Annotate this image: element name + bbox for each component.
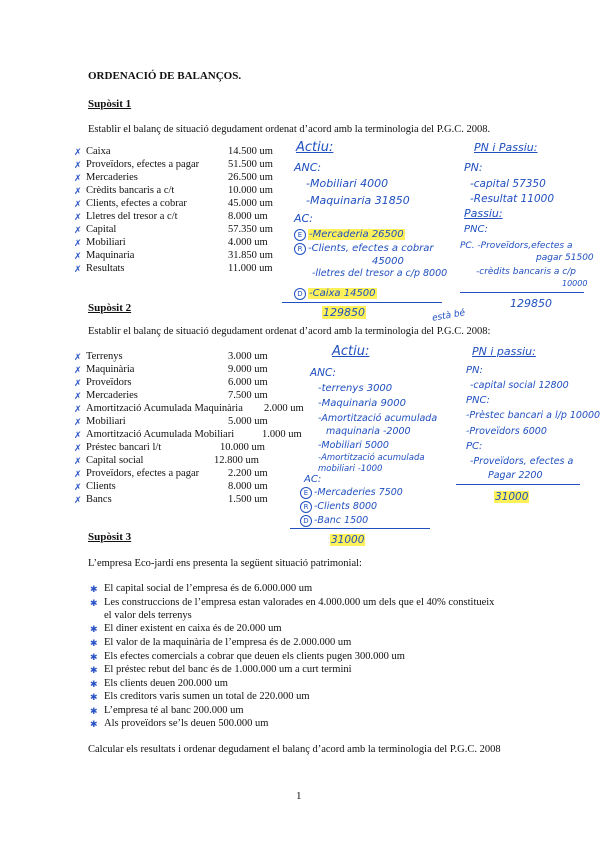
check-mark-icon: ✗ (74, 430, 82, 440)
item-label: Proveïdors, efectes a pagar (86, 159, 200, 170)
list-item (74, 237, 268, 249)
list-item (74, 377, 268, 389)
list-item (74, 403, 304, 415)
list-item (74, 416, 268, 428)
hw-mobiliari: -Mobiliari 4000 (306, 177, 389, 190)
hw-total-passiu (494, 491, 529, 503)
bullet-text: Els efectes comercials a cobrar que deuen els clients pugen 300.000 um (104, 651, 405, 662)
s2-instruction: Establir el balanç de situació degudament ordenat d’acord amb la terminologia del P.G.C. 2008: (88, 326, 491, 337)
item-amount: 31.850 um (228, 250, 273, 261)
item-amount: 3.000 um (228, 351, 268, 362)
list-item (90, 651, 405, 663)
hw-pn: PN: (464, 161, 483, 174)
list-item (74, 481, 268, 493)
hw-ac: AC: (294, 212, 313, 225)
list-item (90, 678, 228, 690)
hw-pn: PN: (466, 365, 483, 376)
item-amount: 14.500 um (228, 146, 273, 157)
s1-instruction: Establir el balanç de situació degudament ordenat d’acord amb la terminologia del P.G.C. 2008. (88, 124, 491, 135)
hw-clients (300, 501, 377, 513)
list-item (74, 250, 273, 262)
check-mark-icon: ✗ (74, 417, 82, 427)
check-mark-icon: ✗ (74, 186, 82, 196)
list-item (74, 211, 268, 223)
item-label: Crèdits bancaris a c/t (86, 185, 175, 196)
hw-caixa (294, 288, 377, 300)
hw-mercaderies-text: -Mercaderies 7500 (314, 487, 403, 498)
item-amount: 9.000 um (228, 364, 268, 375)
list-item (74, 455, 259, 467)
hw-mobiliari: -Mobiliari 5000 (318, 440, 389, 451)
check-mark-icon: ✗ (74, 212, 82, 222)
s1-heading: Supòsit 1 (88, 98, 132, 110)
hw-prestec: -Prèstec bancari a l/p 10000 (466, 410, 600, 421)
list-item (90, 583, 313, 595)
item-amount: 7.500 um (228, 390, 268, 401)
bullet-text: El capital social de l’empresa és de 6.000.000 um (104, 583, 313, 594)
hw-esta-be: està bé (431, 308, 467, 324)
list-item (90, 705, 244, 717)
hw-pc: PC. -Proveïdors,efectes a (460, 241, 573, 251)
bullet-icon: ✱ (90, 652, 98, 662)
item-amount: 8.000 um (228, 211, 268, 222)
item-label: Lletres del tresor a c/t (86, 211, 178, 222)
item-label: Maquinària (86, 364, 135, 375)
item-amount: 12.800 um (214, 455, 259, 466)
check-mark-icon: ✗ (74, 378, 82, 388)
list-item (74, 159, 273, 171)
hw-terrenys: -terrenys 3000 (318, 383, 393, 394)
hw-proveidors: -Proveïdors 6000 (466, 426, 547, 437)
hw-pc-value: Pagar 2200 (488, 470, 543, 481)
hw-e-circle: E (294, 229, 306, 241)
list-item (90, 718, 269, 730)
hw-lletres: -lletres del tresor a c/p 8000 (312, 268, 448, 279)
item-amount: 2.200 um (228, 468, 268, 479)
item-amount: 1.000 um (262, 429, 302, 440)
hw-total-line (282, 302, 442, 303)
item-amount: 6.000 um (228, 377, 268, 388)
hw-total-passiu-text: 31000 (495, 491, 529, 503)
check-mark-icon: ✗ (74, 173, 82, 183)
list-item (74, 263, 273, 275)
bullet-text: El valor de la maquinària de l’empresa és de 2.000.000 um (104, 637, 352, 648)
hw-clients-value: 45000 (372, 256, 404, 267)
item-label: Clients (86, 481, 116, 492)
item-label: Mercaderies (86, 172, 138, 183)
list-item (74, 429, 302, 441)
page-number: 1 (296, 790, 302, 802)
item-label: Capital social (86, 455, 144, 466)
hw-total-line (456, 484, 580, 485)
item-label: Maquinaria (86, 250, 135, 261)
check-mark-icon: ✗ (74, 225, 82, 235)
hw-total-actiu (322, 307, 366, 319)
hw-pnc: PNC: (466, 395, 490, 406)
item-amount: 8.000 um (228, 481, 268, 492)
item-label: Clients, efectes a cobrar (86, 198, 187, 209)
list-item (74, 364, 268, 376)
check-mark-icon: ✗ (74, 251, 82, 261)
item-amount: 1.500 um (228, 494, 268, 505)
item-amount: 10.000 um (220, 442, 265, 453)
hw-actiu-heading: Actiu: (332, 344, 370, 359)
item-amount: 11.000 um (228, 263, 273, 274)
list-item (74, 224, 273, 236)
check-mark-icon: ✗ (74, 365, 82, 375)
hw-mercaderies (300, 487, 403, 499)
bullet-text: el valor dels terrenys (104, 610, 192, 621)
check-mark-icon: ✗ (74, 264, 82, 274)
item-amount: 10.000 um (228, 185, 273, 196)
item-amount: 5.000 um (228, 416, 268, 427)
hw-r-circle: R (294, 243, 306, 255)
hw-amort-maq: -Amortització acumulada (318, 413, 438, 424)
hw-total-actiu (330, 534, 365, 546)
list-item (90, 664, 352, 676)
hw-passiu: Passiu: (464, 207, 503, 220)
hw-total-actiu-text: 31000 (331, 534, 365, 546)
check-mark-icon: ✗ (74, 238, 82, 248)
hw-total-line (460, 292, 584, 293)
hw-caixa-text: -Caixa 14500 (309, 288, 376, 299)
list-item-continuation (104, 610, 192, 622)
list-item (74, 351, 268, 363)
item-amount: 2.000 um (264, 403, 304, 414)
check-mark-icon: ✗ (74, 404, 82, 414)
hw-clients-text: -Clients 8000 (314, 501, 378, 512)
bullet-icon: ✱ (90, 719, 98, 729)
list-item (74, 494, 268, 506)
hw-resultat: -Resultat 11000 (470, 193, 554, 205)
s3-closing: Calcular els resultats i ordenar degudament el balanç d’acord amb la terminologia del P.G.C. 2008 (88, 744, 501, 755)
list-item (74, 172, 273, 184)
hw-amort-mob: -Amortització acumulada (318, 453, 425, 463)
bullet-text: Els clients deuen 200.000 um (104, 678, 228, 689)
item-label: Mercaderies (86, 390, 138, 401)
hw-anc: ANC: (310, 367, 336, 379)
check-mark-icon: ✗ (74, 160, 82, 170)
hw-pc-proveidors: -Proveïdors, efectes a (470, 456, 574, 467)
bullet-icon: ✱ (90, 584, 98, 594)
hw-capital: -capital 57350 (470, 178, 546, 190)
check-mark-icon: ✗ (74, 482, 82, 492)
item-amount: 4.000 um (228, 237, 268, 248)
check-mark-icon: ✗ (74, 469, 82, 479)
list-item (74, 468, 268, 480)
list-item (74, 442, 265, 454)
bullet-icon: ✱ (90, 638, 98, 648)
hw-maquinaria: -Maquinaria 31850 (306, 194, 410, 207)
bullet-icon: ✱ (90, 624, 98, 634)
item-label: Amortització Acumulada Mobiliari (86, 429, 235, 440)
item-label: Préstec bancari l/t (86, 442, 162, 453)
hw-maquinaria: -Maquinaria 9000 (318, 398, 406, 409)
bullet-text: Als proveïdors se’ls deuen 500.000 um (104, 718, 269, 729)
item-amount: 51.500 um (228, 159, 273, 170)
bullet-icon: ✱ (90, 692, 98, 702)
document-title: ORDENACIÓ DE BALANÇOS. (88, 70, 242, 82)
list-item (74, 146, 273, 158)
item-label: Caixa (86, 146, 111, 157)
hw-mercaderia-text: -Mercaderia 26500 (309, 229, 404, 240)
bullet-icon: ✱ (90, 706, 98, 716)
hw-anc: ANC: (294, 161, 322, 174)
item-label: Bancs (86, 494, 112, 505)
hw-d-circle: D (300, 515, 312, 527)
s2-heading: Supòsit 2 (88, 302, 132, 314)
bullet-text: El préstec rebut del banc és de 1.000.000 um a curt termini (104, 664, 352, 675)
hw-credits-value: 10000 (562, 279, 588, 288)
hw-credits: -crèdits bancaris a c/p (476, 267, 576, 277)
hw-d-circle: D (294, 288, 306, 300)
check-mark-icon: ✗ (74, 443, 82, 453)
bullet-text: El diner existent en caixa és de 20.000 um (104, 623, 282, 634)
item-label: Mobiliari (86, 416, 126, 427)
hw-clients (294, 243, 434, 255)
s3-intro: L’empresa Eco-jardí ens presenta la següent situació patrimonial: (88, 558, 362, 569)
list-item (90, 623, 282, 635)
list-item (74, 198, 273, 210)
hw-amort-mob-value: mobiliari -1000 (318, 464, 383, 474)
item-label: Proveïdors (86, 377, 132, 388)
check-mark-icon: ✗ (74, 456, 82, 466)
list-item (90, 637, 352, 649)
list-item (74, 185, 273, 197)
hw-e-circle: E (300, 487, 312, 499)
list-item (90, 691, 310, 703)
item-amount: 57.350 um (228, 224, 273, 235)
hw-capital-social: -capital social 12800 (470, 380, 569, 391)
bullet-icon: ✱ (90, 665, 98, 675)
hw-banc-text: -Banc 1500 (314, 515, 369, 526)
hw-ac: AC: (304, 474, 322, 485)
hw-pc-value: pagar 51500 (536, 253, 594, 263)
item-label: Terrenys (86, 351, 123, 362)
hw-banc (300, 515, 368, 527)
hw-total-actiu-text: 129850 (323, 306, 365, 319)
bullet-icon: ✱ (90, 598, 98, 608)
hw-mercaderia (294, 229, 405, 241)
item-label: Resultats (86, 263, 125, 274)
hw-actiu-heading: Actiu: (296, 140, 334, 155)
item-label: Proveïdors, efectes a pagar (86, 468, 200, 479)
hw-r-circle: R (300, 501, 312, 513)
list-item (74, 390, 268, 402)
hw-clients-text: -Clients, efectes a cobrar (308, 243, 434, 254)
s3-heading: Supòsit 3 (88, 531, 132, 543)
hw-amort-maq-value: maquinaria -2000 (326, 426, 411, 437)
hw-pn-passiu-heading: PN i Passiu: (474, 141, 538, 154)
item-label: Amortització Acumulada Maquinària (86, 403, 243, 414)
item-label: Mobiliari (86, 237, 126, 248)
hw-pc: PC: (466, 441, 483, 452)
bullet-icon: ✱ (90, 679, 98, 689)
check-mark-icon: ✗ (74, 495, 82, 505)
bullet-text: Els creditors varis sumen un total de 220.000 um (104, 691, 310, 702)
check-mark-icon: ✗ (74, 391, 82, 401)
check-mark-icon: ✗ (74, 147, 82, 157)
hw-total-passiu: 129850 (510, 297, 552, 310)
list-item (90, 597, 495, 609)
item-label: Capital (86, 224, 117, 235)
bullet-text: Les construccions de l’empresa estan valorades en 4.000.000 um dels que el 40% constitueix (104, 597, 495, 608)
item-amount: 45.000 um (228, 198, 273, 209)
hw-pnc: PNC: (464, 224, 488, 235)
check-mark-icon: ✗ (74, 199, 82, 209)
hw-total-line (290, 528, 430, 529)
hw-pn-passiu-heading: PN i passiu: (472, 345, 536, 358)
bullet-text: L’empresa té al banc 200.000 um (104, 705, 244, 716)
check-mark-icon: ✗ (74, 352, 82, 362)
item-amount: 26.500 um (228, 172, 273, 183)
